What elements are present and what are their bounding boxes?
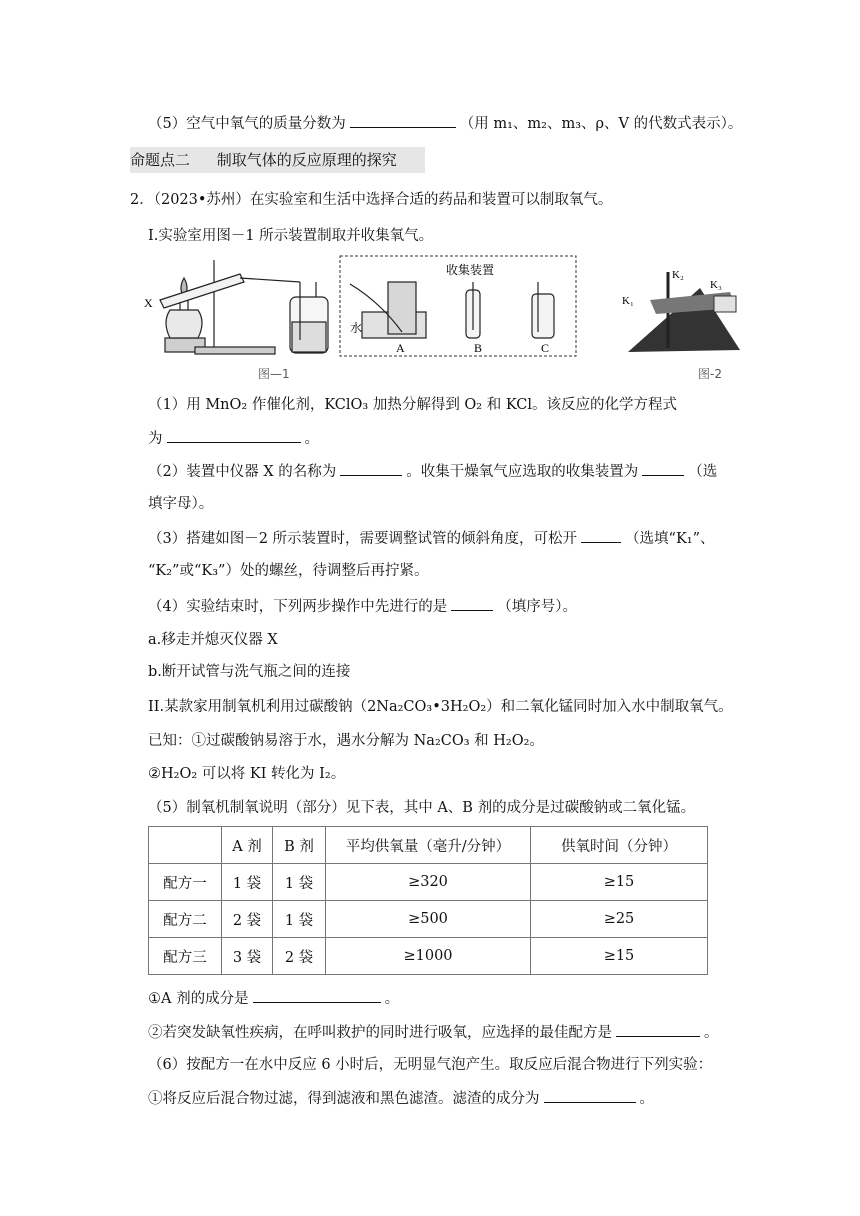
answer-blank[interactable] [253, 988, 381, 1003]
clamp-stand-drawing [628, 272, 740, 352]
section-title: 命题点二 [130, 151, 191, 169]
q5-text: （5）空气中氧气的质量分数为 [148, 116, 346, 132]
table-cell: ≥1000 [326, 938, 531, 975]
label-x: X [144, 296, 153, 310]
table-cell: 配方三 [149, 938, 222, 975]
table-row [149, 938, 708, 975]
sub-question-5-2 [148, 1022, 719, 1043]
known-1: 已知：①过碳酸钠易溶于水，遇水分解为 Na₂CO₃ 和 H₂O₂。 [148, 733, 544, 749]
formula-table [148, 826, 708, 975]
sub-question-1-line2 [148, 428, 319, 449]
period: 。 [384, 991, 400, 1007]
table-row [149, 864, 708, 901]
apparatus-figure [140, 252, 740, 386]
section-subtitle: 制取气体的反应原理的探究 [216, 151, 397, 169]
sub-question-6: （6）按配方一在水中反应 6 小时后，无明显气泡产生。取反应后混合物进行下列实验： [148, 1057, 713, 1073]
q5-suffix: （用 m₁、m₂、m₃、ρ、V 的代数式表示）。 [459, 116, 743, 132]
collect-devices [350, 282, 554, 338]
answer-blank[interactable] [451, 596, 493, 611]
sub-question-2 [148, 461, 717, 482]
table-header-row [149, 827, 708, 864]
figure-2-caption: 图-2 [698, 367, 722, 381]
table-cell: ≥15 [531, 938, 708, 975]
table-header-cell: A 剂 [222, 827, 273, 864]
table-cell: 3 袋 [222, 938, 273, 975]
table-header-cell: 平均供氧量（毫升/分钟） [326, 827, 531, 864]
table-cell: 1 袋 [273, 901, 326, 938]
sub-question-4 [148, 596, 577, 617]
sub-question-1: （1）用 MnO₂ 作催化剂，KClO₃ 加热分解得到 O₂ 和 KCl。该反应的化学方程式 [148, 397, 678, 413]
sub-question-5-1-text: ①A 剂的成分是 [148, 991, 249, 1007]
period: 。 [704, 1025, 719, 1041]
collect-label: 收集装置 [446, 263, 495, 277]
question-2-intro: 2．（2023•苏州）在实验室和生活中选择合适的药品和装置可以制取氧气。 [130, 192, 613, 208]
label-b: B [474, 341, 483, 355]
q5-line [148, 113, 742, 134]
label-a: A [396, 341, 405, 355]
table-header-cell [149, 827, 222, 864]
sub-question-2-mid: 。收集干燥氧气应选取的收集装置为 [406, 464, 639, 480]
part-1-heading: I.实验室用图－1 所示装置制取并收集氧气。 [148, 228, 434, 244]
table-cell: 1 袋 [273, 864, 326, 901]
sub-question-2-line2: 填字母）。 [148, 496, 214, 512]
option-b: b.断开试管与洗气瓶之间的连接 [148, 664, 351, 680]
table-cell: 2 袋 [273, 938, 326, 975]
sub-question-4-suffix: （填序号）。 [497, 599, 577, 615]
period: 。 [304, 431, 319, 447]
option-a: a.移走并熄灭仪器 X [148, 632, 278, 648]
sub-question-4-a: （4）实验结束时，下列两步操作中先进行的是 [148, 599, 448, 615]
sub-question-1-b: 为 [148, 431, 163, 447]
label-water: 水 [350, 321, 363, 335]
table-cell: ≥320 [326, 864, 531, 901]
label-k1: K₁ [622, 295, 634, 307]
sub-question-3-suffix: （选填“K₁”、 [625, 531, 715, 547]
answer-blank[interactable] [642, 461, 684, 476]
known-2: ②H₂O₂ 可以将 KI 转化为 I₂。 [148, 766, 346, 782]
answer-blank[interactable] [340, 461, 402, 476]
sub-question-5-2-text: ②若突发缺氧性疾病，在呼叫救护的同时进行吸氧，应选择的最佳配方是 [148, 1025, 612, 1041]
answer-blank[interactable] [616, 1022, 700, 1037]
heating-setup-drawing [160, 260, 328, 354]
table-cell: 2 袋 [222, 901, 273, 938]
part-2-heading: II.某款家用制氧机利用过碳酸钠（2Na₂CO₃•3H₂O₂）和二氧化锰同时加入水中制取氧气。 [148, 699, 733, 715]
table-cell: ≥15 [531, 864, 708, 901]
sub-question-2-a: （2）装置中仪器 X 的名称为 [148, 464, 337, 480]
table-cell: ≥500 [326, 901, 531, 938]
answer-blank[interactable] [581, 528, 621, 543]
sub-question-6-1 [148, 1088, 654, 1109]
table-cell: 1 袋 [222, 864, 273, 901]
label-c: C [541, 341, 550, 355]
sub-question-3-line2: “K₂”或“K₃”）处的螺丝，待调整后再拧紧。 [148, 563, 429, 579]
sub-question-3-a: （3）搭建如图－2 所示装置时，需要调整试管的倾斜角度，可松开 [148, 531, 578, 547]
label-k2: K₂ [672, 269, 684, 281]
sub-question-2-suffix: （选 [688, 464, 718, 480]
answer-blank[interactable] [167, 428, 301, 443]
table-cell: 配方一 [149, 864, 222, 901]
sub-question-3 [148, 528, 715, 549]
sub-question-5: （5）制氧机制氧说明（部分）见下表，其中 A、B 剂的成分是过碳酸钠或二氧化锰。 [148, 800, 696, 816]
section-heading [130, 147, 425, 173]
table-header-cell: B 剂 [273, 827, 326, 864]
figure-1-caption: 图—1 [258, 367, 290, 381]
answer-blank[interactable] [350, 113, 456, 128]
label-k3: K₃ [710, 279, 722, 291]
table-header-cell: 供氧时间（分钟） [531, 827, 708, 864]
answer-blank[interactable] [544, 1088, 636, 1103]
period: 。 [639, 1091, 654, 1107]
sub-question-5-1 [148, 988, 399, 1009]
table-row [149, 901, 708, 938]
table-cell: ≥25 [531, 901, 708, 938]
sub-question-6-1-text: ①将反应后混合物过滤，得到滤液和黑色滤渣。滤渣的成分为 [148, 1091, 540, 1107]
table-cell: 配方二 [149, 901, 222, 938]
